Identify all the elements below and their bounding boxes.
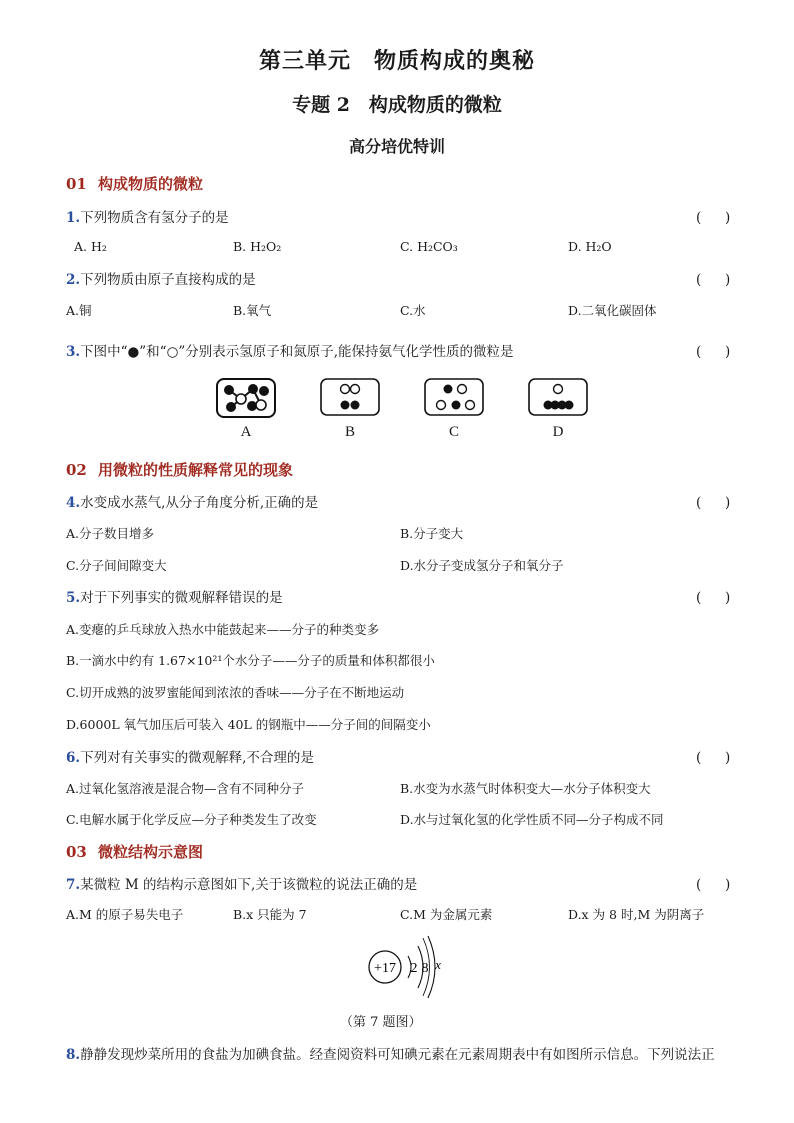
option-b[interactable]: B.分子变大 [400,526,464,541]
section-heading-01 [66,173,203,194]
figure-label-b: B [344,424,355,440]
section-number: 02 [66,461,87,479]
option-b[interactable]: B.一滴水中约有 1.67×10²¹个水分子——分子的质量和体积都很小 [66,653,435,668]
question-3 [66,340,514,360]
molecule-option-c[interactable] [425,379,483,415]
section-title: 微粒结构示意图 [98,843,204,861]
question-number: 1. [66,210,81,226]
practice-title: 高分培优特训 [348,137,445,156]
question-number: 8. [66,1047,81,1063]
answer-blank[interactable]: ( ) [696,344,733,360]
molecule-figures [210,375,610,425]
section-title: 构成物质的微粒 [98,175,204,193]
figure-label-a: A [240,424,252,440]
molecule-option-d[interactable] [529,379,587,415]
question-number: 3. [66,344,81,360]
topic-subtitle: 专题 2 构成物质的微粒 [292,94,502,116]
option-a[interactable]: A.铜 [66,303,92,318]
option-b[interactable]: B.氧气 [233,303,272,318]
option-c[interactable]: C.M 为金属元素 [400,907,493,922]
question-5 [66,586,283,606]
answer-blank[interactable]: ( ) [696,272,733,288]
option-c[interactable]: C.切开成熟的波罗蜜能闻到浓浓的香味——分子在不断地运动 [66,685,405,700]
page-title: 第三单元 物质构成的奥秘 [258,48,535,74]
figure-caption: （第 7 题图） [340,1015,422,1030]
section-heading-02 [66,459,293,480]
question-7 [66,873,417,893]
question-stem: 对于下列事实的微观解释错误的是 [80,590,283,606]
molecule-option-b[interactable] [321,379,379,415]
option-d[interactable]: D.水分子变成氢分子和氧分子 [400,558,564,573]
answer-blank[interactable]: ( ) [696,210,733,226]
option-a[interactable]: A.M 的原子易失电子 [66,907,184,922]
answer-blank[interactable]: ( ) [696,495,733,511]
question-stem: 下列物质含有氢分子的是 [80,210,229,226]
question-stem: 下列物质由原子直接构成的是 [80,272,256,288]
option-a[interactable]: A.分子数目增多 [66,526,155,541]
option-c[interactable]: C. H₂CO₃ [400,239,458,254]
question-stem: 下图中“●”和“○”分别表示氢原子和氮原子,能保持氨气化学性质的微粒是 [80,344,514,360]
shell-2-electrons: 8 [421,961,429,976]
question-8 [66,1043,715,1063]
option-b[interactable]: B.水变为水蒸气时体积变大—水分子体积变大 [400,781,651,796]
option-a[interactable]: A. H₂ [74,239,107,254]
option-b[interactable]: B.x 只能为 7 [233,907,307,922]
nucleus-charge: +17 [374,961,396,976]
option-d[interactable]: D. H₂O [568,239,612,254]
question-stem: 水变成水蒸气,从分子角度分析,正确的是 [80,495,319,511]
option-d[interactable]: D.6000L 氧气加压后可装入 40L 的钢瓶中——分子间的间隔变小 [66,717,431,732]
molecule-option-a[interactable] [217,379,275,417]
question-number: 7. [66,877,81,893]
question-stem: 静静发现炒菜所用的食盐为加碘食盐。经查阅资料可知碘元素在元素周期表中有如图所示信息。下列说法正 [80,1047,715,1063]
figure-label-d: D [552,424,564,440]
question-2 [66,268,256,288]
option-c[interactable]: C.水 [400,303,426,318]
question-4 [66,491,318,511]
option-c[interactable]: C.分子间间隙变大 [66,558,167,573]
question-number: 4. [66,495,81,511]
question-stem: 某微粒 M 的结构示意图如下,关于该微粒的说法正确的是 [80,877,418,893]
answer-blank[interactable]: ( ) [696,590,733,606]
atom-structure-diagram [360,932,460,1007]
figure-label-c: C [448,424,459,440]
option-c[interactable]: C.电解水属于化学反应—分子种类发生了改变 [66,812,317,827]
section-title: 用微粒的性质解释常见的现象 [98,461,294,479]
section-number: 01 [66,175,87,193]
section-number: 03 [66,843,87,861]
option-d[interactable]: D.二氧化碳固体 [568,303,657,318]
question-1 [66,206,229,226]
question-stem: 下列对有关事实的微观解释,不合理的是 [80,750,314,766]
answer-blank[interactable]: ( ) [696,750,733,766]
shell-3-electrons: x [435,957,441,972]
question-number: 6. [66,750,81,766]
option-a[interactable]: A.变瘪的乒乓球放入热水中能鼓起来——分子的种类变多 [66,622,380,637]
option-a[interactable]: A.过氧化氢溶液是混合物—含有不同种分子 [66,781,305,796]
shell-1-electrons: 2 [410,961,418,976]
answer-blank[interactable]: ( ) [696,877,733,893]
option-d[interactable]: D.x 为 8 时,M 为阴离子 [568,907,705,922]
question-number: 2. [66,272,81,288]
question-number: 5. [66,590,81,606]
option-b[interactable]: B. H₂O₂ [233,239,282,254]
option-d[interactable]: D.水与过氧化氢的化学性质不同—分子构成不同 [400,812,664,827]
question-6 [66,746,314,766]
section-heading-03 [66,841,203,862]
